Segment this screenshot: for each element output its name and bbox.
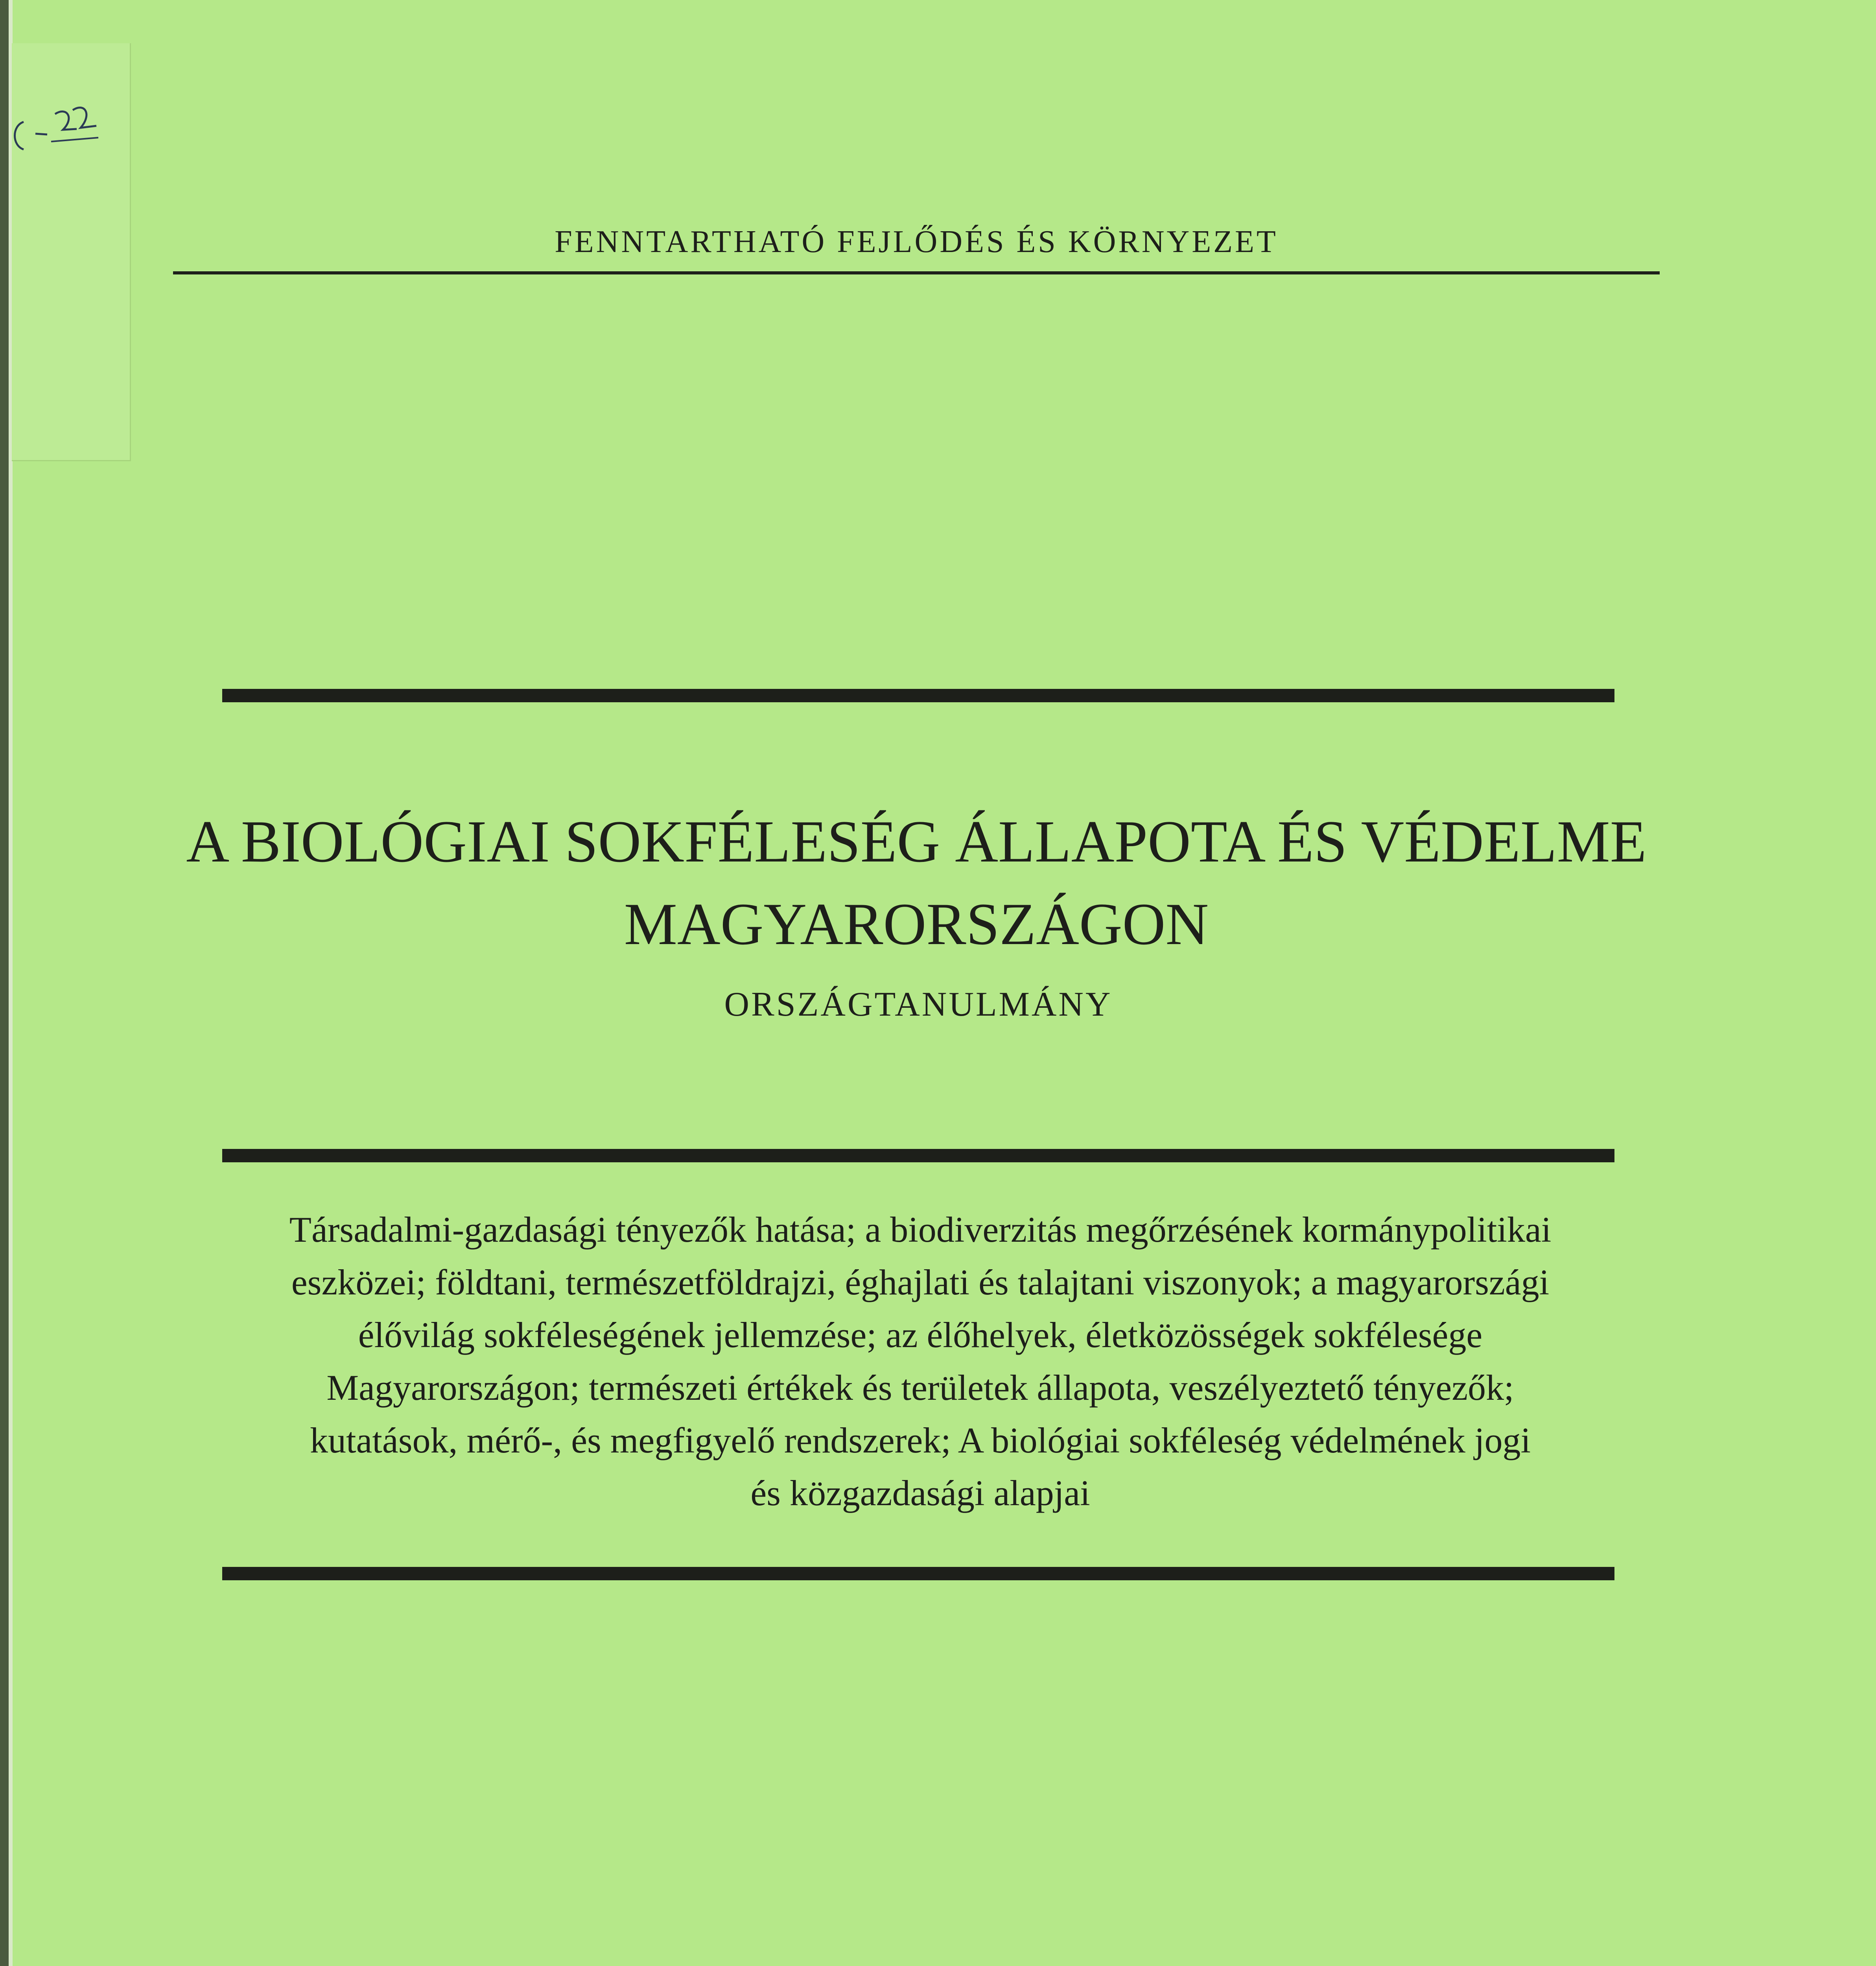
title-bottom-rule (222, 1149, 1614, 1162)
contents-summary (205, 1203, 1636, 1519)
spine-edge (0, 0, 9, 1966)
book-title-line-2: MAGYARORSZÁGON (624, 891, 1209, 957)
series-title: FENNTARTHATÓ FEJLŐDÉS ÉS KÖRNYEZET (555, 225, 1278, 259)
handwritten-shelf-mark (8, 90, 102, 161)
summary-line: élővilág sokféleségének jellemzése; az élőhelyek, életközösségek sokfélesége (358, 1315, 1483, 1355)
summary-line: Magyarországon; természeti értékek és területek állapota, veszélyeztető tényezők; (326, 1368, 1514, 1408)
summary-bottom-rule (222, 1567, 1614, 1580)
book-subtitle: ORSZÁGTANULMÁNY (724, 985, 1113, 1023)
summary-line: kutatások, mérő-, és megfigyelő rendszerek; A biológiai sokféleség védelmének jogi (310, 1420, 1531, 1460)
header-rule (173, 271, 1660, 274)
book-title-line-1: A BIOLÓGIAI SOKFÉLESÉG ÁLLAPOTA ÉS VÉDELME (186, 808, 1647, 874)
summary-line: eszközei; földtani, természetföldrajzi, éghajlati és talajtani viszonyok; a magyarországi (291, 1262, 1550, 1302)
title-top-rule (222, 689, 1614, 702)
book-title (118, 800, 1715, 965)
summary-line: Társadalmi-gazdasági tényezők hatása; a biodiverzitás megőrzésének kormánypolitikai (289, 1209, 1552, 1250)
summary-line: és közgazdasági alapjai (750, 1473, 1090, 1513)
